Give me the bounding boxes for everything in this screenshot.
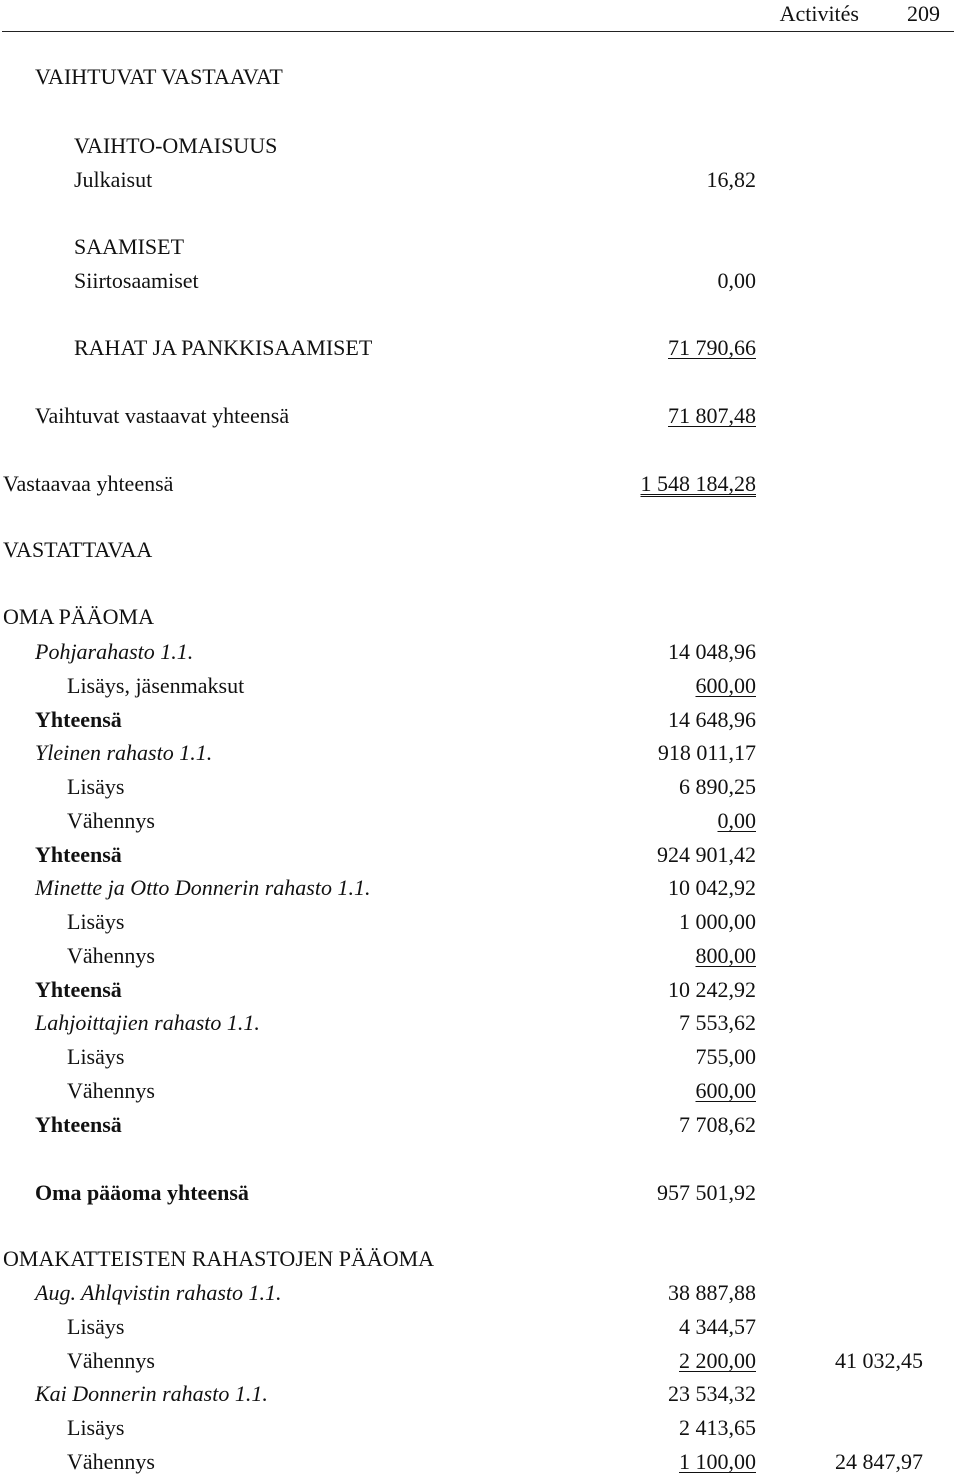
table-row [0,1042,960,1072]
row-label: Julkaisut [74,167,153,192]
table-row [0,941,960,971]
row-label: Yhteensä [35,1112,122,1137]
row-label: Yhteensä [35,842,122,867]
row-label: Minette ja Otto Donnerin rahasto 1.1. [35,875,371,900]
row-value: 7 708,62 [679,1112,756,1137]
subtotal-row [0,840,960,870]
row-label: Pohjarahasto 1.1. [35,639,194,664]
row-value: 14 048,96 [668,639,756,664]
row-total: 41 032,45 [835,1348,923,1373]
page-number: 209 [907,1,940,26]
row-label: Lisäys [67,1044,125,1069]
row-value: 600,00 [695,1078,756,1103]
row-label: Vähennys [67,808,155,833]
row-value: 755,00 [695,1044,756,1069]
row-label: Siirtosaamiset [74,268,199,293]
row-label: Lahjoittajien rahasto 1.1. [35,1010,260,1035]
subtotal-row [0,1110,960,1140]
row-label: Lisäys [67,1314,125,1339]
row-label: RAHAT JA PANKKISAAMISET [74,335,373,360]
subtotal-row [0,975,960,1005]
table-row [0,806,960,836]
table-row [0,1346,960,1376]
row-value: 6 890,25 [679,774,756,799]
row-label: Lisäys [67,774,125,799]
table-row [0,266,960,296]
row-label: Oma pääoma yhteensä [35,1180,249,1205]
row-label: Vähennys [67,1449,155,1474]
total-row [0,1178,960,1208]
table-row [0,1312,960,1342]
table-row [0,165,960,195]
row-value: 71 790,66 [668,335,756,360]
subtotal-row [0,705,960,735]
row-value: 1 548 184,28 [640,471,756,496]
row-label: VAIHTUVAT VASTAAVAT [35,64,283,89]
row-value: 7 553,62 [679,1010,756,1035]
table-row [0,873,960,903]
table-row [0,907,960,937]
page-header [2,0,954,32]
row-value: 800,00 [695,943,756,968]
row-value: 0,00 [717,808,756,833]
row-value: 2 200,00 [679,1348,756,1373]
heading-equity [0,602,960,632]
table-row [0,1447,960,1477]
subheading-inventory [0,131,960,161]
row-label: Yhteensä [35,707,122,732]
table-row [0,1413,960,1443]
row-value: 14 648,96 [668,707,756,732]
section-title: Activités [779,1,859,26]
row-value: 918 011,17 [657,740,756,765]
table-row [0,772,960,802]
row-label: Lisäys [67,909,125,934]
table-row [0,738,960,768]
row-value: 2 413,65 [679,1415,756,1440]
table-row [0,333,960,363]
heading-own-funds-capital [0,1244,960,1274]
row-label: Lisäys, jäsenmaksut [67,673,245,698]
row-value: 1 000,00 [679,909,756,934]
grand-total-row [0,469,960,499]
row-value: 957 501,92 [657,1180,756,1205]
row-label: Lisäys [67,1415,125,1440]
row-label: VASTATTAVAA [3,537,153,562]
row-value: 71 807,48 [668,403,756,428]
row-label: Vähennys [67,943,155,968]
row-label: Yleinen rahasto 1.1. [35,740,213,765]
row-value: 23 534,32 [668,1381,756,1406]
row-label: VAIHTO-OMAISUUS [74,133,278,158]
row-value: 16,82 [706,167,756,192]
row-label: Yhteensä [35,977,122,1002]
heading-current-assets [0,62,960,92]
table-row [0,637,960,667]
table-row [0,1008,960,1038]
row-label: OMA PÄÄOMA [3,604,154,629]
table-row [0,1379,960,1409]
row-label: Vähennys [67,1078,155,1103]
heading-liabilities [0,535,960,565]
row-label: Aug. Ahlqvistin rahasto 1.1. [35,1280,282,1305]
row-value: 10 242,92 [668,977,756,1002]
row-value: 600,00 [695,673,756,698]
table-row [0,1076,960,1106]
row-label: Vaihtuvat vastaavat yhteensä [35,403,290,428]
table-row [0,1278,960,1308]
row-value: 38 887,88 [668,1280,756,1305]
row-label: Kai Donnerin rahasto 1.1. [35,1381,268,1406]
row-value: 10 042,92 [668,875,756,900]
row-value: 0,00 [717,268,756,293]
row-value: 4 344,57 [679,1314,756,1339]
row-total: 24 847,97 [835,1449,923,1474]
row-label: Vähennys [67,1348,155,1373]
row-value: 1 100,00 [679,1449,756,1474]
row-label: OMAKATTEISTEN RAHASTOJEN PÄÄOMA [3,1246,435,1271]
table-row [0,671,960,701]
total-row [0,401,960,431]
row-label: SAAMISET [74,234,185,259]
row-value: 924 901,42 [657,842,756,867]
row-label: Vastaavaa yhteensä [3,471,174,496]
subheading-receivables [0,232,960,262]
